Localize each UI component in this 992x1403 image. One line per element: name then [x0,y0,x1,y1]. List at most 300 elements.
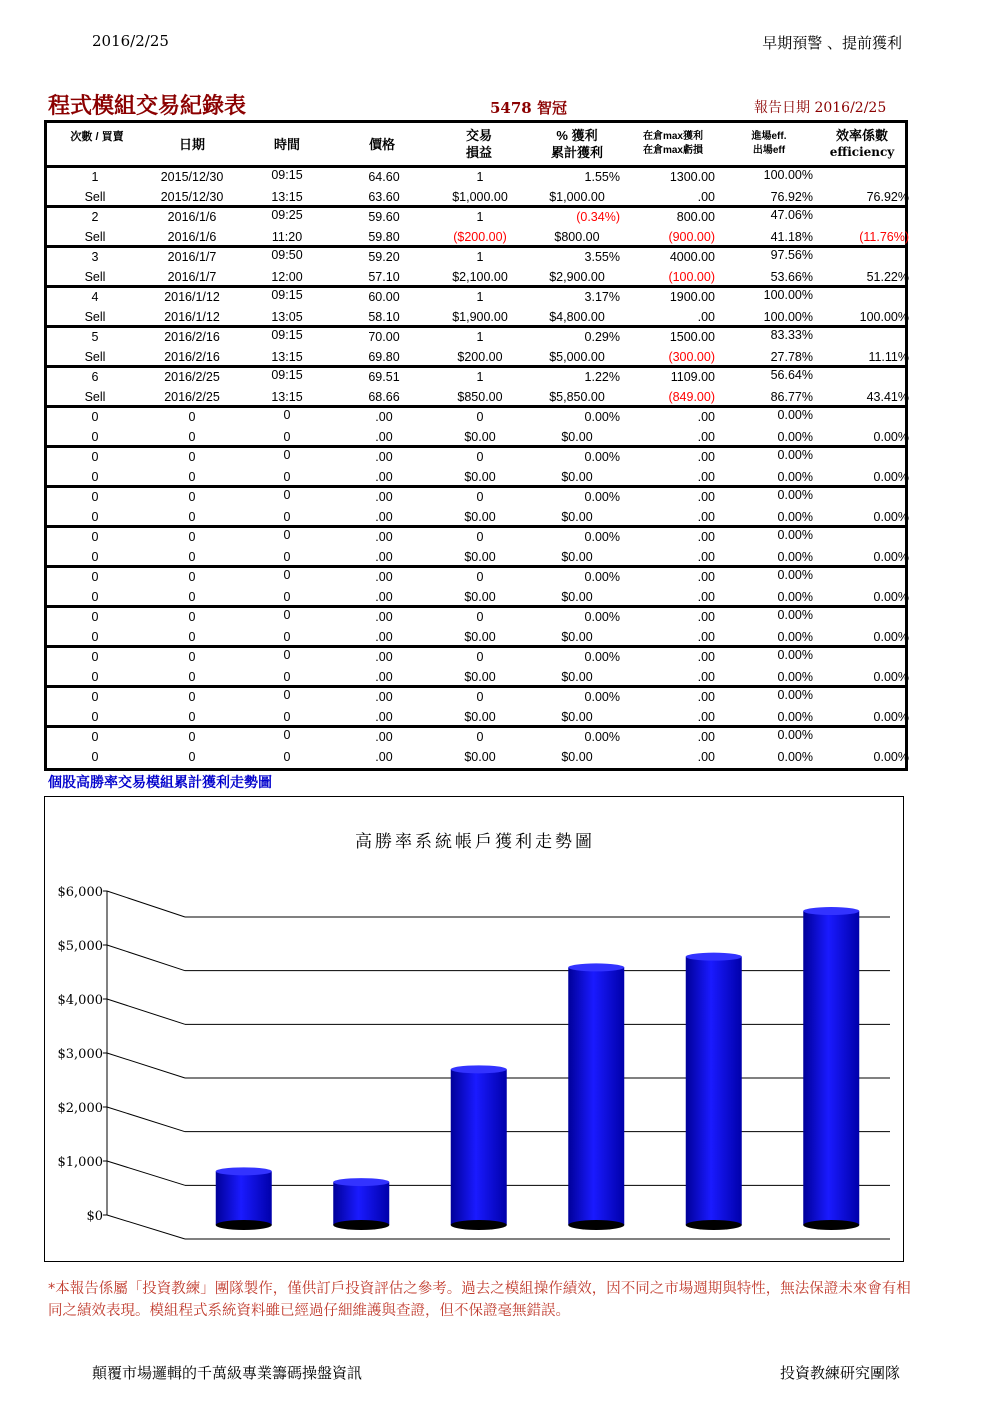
table-cell: 0 [91,590,99,604]
table-cell: 1900.00 [669,290,715,304]
trade-group [47,248,909,288]
table-cell: 4000.00 [669,250,715,264]
trade-group [47,168,909,208]
grid-diagonal [107,891,185,917]
table-cell: .00 [375,510,393,524]
col-max-line2: 在倉max虧損 [642,145,703,156]
table-cell: 0.00% [777,568,813,582]
table-cell: 0 [91,710,99,724]
table-row [47,528,905,548]
col-efficiency-line2: efficiency [829,145,895,159]
table-cell: 57.10 [368,270,400,284]
table-cell: 2 [91,210,99,224]
table-cell: 0 [188,450,196,464]
table-row [47,368,905,388]
y-tick-label: $2,000 [57,1101,103,1116]
col-time: 時間 [273,137,300,152]
col-pct [537,127,617,161]
table-cell: .00 [375,690,393,704]
col-count: 次數 / 買賣 [70,131,124,143]
table-cell: 0 [188,490,196,504]
table-cell: 0 [476,570,484,584]
table-cell: 2016/1/12 [164,290,220,304]
table-cell: 0.00% [584,450,620,464]
grid-diagonal [107,999,185,1024]
stock-name: 5478 智冠 [490,99,567,117]
table-cell: 0.00% [777,630,813,644]
table-cell: $0.00 [561,550,593,564]
table-cell: 0.00% [584,650,620,664]
table-cell: 0 [91,670,99,684]
table-cell: .00 [697,590,715,604]
table-cell: 5 [91,330,99,344]
chart-title: 高勝率系統帳戶獲利走勢圖 [355,832,595,852]
table-cell: $5,000.00 [549,350,605,364]
table-cell: 1.22% [584,370,620,384]
table-cell: 0.00% [777,448,813,462]
table-cell: $0.00 [464,750,496,764]
table-cell: 0 [283,648,291,662]
table-cell: 83.33% [770,328,813,342]
table-cell: 0.00% [584,570,620,584]
table-cell: $800.00 [554,230,600,244]
table-cell: 1.55% [584,170,620,184]
table-cell: 0 [188,510,196,524]
table-cell: 68.66 [368,390,400,404]
table-header [47,123,905,168]
table-row [47,708,909,728]
table-cell: 0 [476,450,484,464]
table-cell: 09:15 [271,328,303,342]
table-cell: 0 [188,730,196,744]
table-row [47,688,905,708]
y-tick-label: $4,000 [57,993,103,1008]
table-cell: 47.06% [770,208,813,222]
table-cell: $0.00 [464,590,496,604]
table-cell: $0.00 [561,670,593,684]
grid-diagonal [107,1215,185,1239]
table-cell: 2016/1/12 [164,310,220,324]
table-cell: 0 [283,590,291,604]
header-date: 2016/2/25 [92,32,169,50]
trade-group [47,528,909,568]
table-cell: 0 [91,430,99,444]
table-cell: 0.00% [584,610,620,624]
table-cell: 0 [283,688,291,702]
table-cell: .00 [697,630,715,644]
table-cell: 97.56% [770,248,813,262]
table-row [47,268,909,288]
y-tick-label: $1,000 [57,1155,103,1170]
table-cell: 0 [283,510,291,524]
table-cell: .00 [375,490,393,504]
table-cell: .00 [375,450,393,464]
table-cell: .00 [697,410,715,424]
table-cell: $2,100.00 [452,270,508,284]
table-cell: $0.00 [561,510,593,524]
table-cell: Sell [84,230,106,244]
table-row [47,748,909,768]
table-cell: 09:15 [271,368,303,382]
table-cell: 0 [283,630,291,644]
table-cell: .00 [697,750,715,764]
table-cell: $2,900.00 [549,270,605,284]
table-cell: 0 [283,430,291,444]
col-efficiency-line1: 效率係數 [835,128,888,143]
table-cell: 0.00% [777,510,813,524]
table-cell: 58.10 [368,310,400,324]
table-cell: Sell [84,350,106,364]
table-cell: 1 [476,290,484,304]
y-tick-label: $5,000 [57,939,103,954]
table-cell: 09:15 [271,168,303,182]
table-cell: 53.66% [770,270,813,284]
table-cell: 0.00% [777,470,813,484]
table-cell: 0 [283,670,291,684]
table-cell: 0.00% [777,648,813,662]
table-cell: 69.51 [368,370,400,384]
chart-plot [45,797,905,1263]
table-cell: 0.00% [777,590,813,604]
table-cell: 0.00% [777,488,813,502]
table-cell: 41.18% [770,230,813,244]
table-row [47,408,905,428]
table-cell: $5,850.00 [549,390,605,404]
table-cell: (0.34%) [576,210,620,224]
col-pl-line1: 交易 [465,128,492,143]
table-cell: 0.00% [873,550,909,564]
table-cell: 0 [283,448,291,462]
table-cell: Sell [84,310,106,324]
table-row [47,348,909,368]
col-pl [447,127,511,161]
table-cell: .00 [375,730,393,744]
table-cell: .00 [375,610,393,624]
table-cell: 0 [188,650,196,664]
table-cell: 0 [476,730,484,744]
table-cell: 56.64% [770,368,813,382]
table-cell: $0.00 [561,430,593,444]
table-cell: $0.00 [561,470,593,484]
table-cell: 2015/12/30 [160,190,224,204]
table-cell: 0.00% [873,630,909,644]
table-row [47,468,909,488]
table-cell: $1,900.00 [452,310,508,324]
col-max-line1: 在倉max獲利 [642,131,703,142]
table-cell: 0.00% [584,690,620,704]
table-cell: 2016/1/6 [167,230,217,244]
col-eff [743,130,795,158]
table-cell: 1 [476,330,484,344]
table-row [47,608,905,628]
footer-slogan: 顛覆市場邏輯的千萬級專業籌碼操盤資訊 [92,1364,363,1382]
table-cell: $0.00 [464,510,496,524]
trade-group [47,288,909,328]
table-cell: (849.00) [668,390,715,404]
table-cell: .00 [375,570,393,584]
table-row [47,628,909,648]
table-cell: .00 [697,310,715,324]
table-cell: 2016/2/16 [164,350,220,364]
table-cell: 1500.00 [669,330,715,344]
table-cell: .00 [375,470,393,484]
bar [216,1167,272,1230]
table-cell: 11:20 [271,230,303,244]
table-cell: 0 [188,590,196,604]
table-cell: $0.00 [464,430,496,444]
table-cell: 0.29% [584,330,620,344]
table-cell: 3 [91,250,99,264]
table-cell: 0 [188,710,196,724]
table-cell: 0.00% [777,408,813,422]
table-row [47,548,909,568]
table-cell: .00 [697,710,715,724]
table-cell: 0 [283,608,291,622]
table-row [47,568,905,588]
table-cell: 0.00% [873,510,909,524]
table-cell: 0.00% [777,710,813,724]
table-cell: 1 [91,170,99,184]
bar [333,1178,389,1230]
table-cell: 0.00% [584,490,620,504]
table-cell: (300.00) [668,350,715,364]
table-cell: $200.00 [457,350,503,364]
table-cell: 0 [91,490,99,504]
col-max [633,130,713,158]
table-cell: 0 [188,430,196,444]
table-cell: 0.00% [873,670,909,684]
trade-table [44,120,908,771]
table-cell: 27.78% [770,350,813,364]
table-cell: 0 [91,510,99,524]
table-row [47,428,909,448]
col-efficiency [817,127,907,161]
grid-diagonal [107,1107,185,1132]
disclaimer: *本報告係屬「投資教練」團隊製作，僅供訂戶投資評估之參考。過去之模組操作績效，因不同之市場週期與特性，無法保證未來會有相同之績效表現。模組程式系統資料雖已經過仔細維護與查證，但不保證毫無錯誤。 [48,1281,911,1319]
table-cell: 59.80 [368,230,400,244]
table-cell: 0.00% [777,608,813,622]
table-cell: 2016/2/25 [164,390,220,404]
table-cell: 0 [283,750,291,764]
table-cell: 0 [283,408,291,422]
col-pct-line2: 累計獲利 [550,145,603,160]
table-row [47,248,905,268]
table-cell: .00 [375,630,393,644]
table-row [47,188,909,208]
table-cell: 0.00% [777,430,813,444]
table-cell: 0.00% [777,750,813,764]
table-cell: 100.00% [763,168,813,182]
table-cell: $0.00 [464,670,496,684]
table-cell: 0 [188,550,196,564]
table-cell: 0 [283,728,291,742]
y-tick-label: $6,000 [57,885,103,900]
table-row [47,288,905,308]
table-cell: $0.00 [464,630,496,644]
table-cell: $0.00 [464,550,496,564]
col-eff-line1: 進場eff. [751,131,787,142]
table-cell: 0.00% [873,430,909,444]
table-cell: .00 [375,590,393,604]
grid-diagonal [107,1053,185,1078]
table-cell: 0 [91,410,99,424]
table-body [47,168,909,768]
col-pct-line1: % 獲利 [556,128,598,143]
table-cell: 0 [476,690,484,704]
page-title: 程式模組交易紀錄表 [48,93,247,119]
profit-chart [44,796,904,1262]
table-cell: 1 [476,210,484,224]
table-cell: 100.00% [859,310,909,324]
table-cell: .00 [697,670,715,684]
table-cell: 0.00% [777,728,813,742]
bar [686,953,742,1230]
table-cell: $0.00 [561,630,593,644]
y-tick-label: $3,000 [57,1047,103,1062]
table-cell: 0 [188,670,196,684]
table-cell: 0 [188,570,196,584]
table-cell: .00 [697,570,715,584]
table-cell: 1 [476,170,484,184]
table-cell: 43.41% [866,390,909,404]
table-cell: .00 [375,750,393,764]
table-cell: 0 [91,450,99,464]
table-cell: 60.00 [368,290,400,304]
table-cell: 0 [283,470,291,484]
table-cell: (11.76%) [859,230,909,244]
table-cell: 3.55% [584,250,620,264]
table-cell: 0 [188,630,196,644]
table-cell: 13:05 [271,310,303,324]
table-cell: 1109.00 [670,370,715,384]
header-slogan: 早期預警 、提前獲利 [762,34,902,52]
table-cell: $1,000.00 [452,190,508,204]
table-cell: 76.92% [866,190,909,204]
table-cell: 0 [91,630,99,644]
table-cell: 0 [188,690,196,704]
table-cell: .00 [697,510,715,524]
chart-caption: 個股高勝率交易模組累計獲利走勢圖 [48,775,272,791]
table-cell: 0 [283,568,291,582]
table-cell: 0 [476,410,484,424]
table-cell: .00 [697,690,715,704]
table-cell: .00 [375,710,393,724]
col-pl-line2: 損益 [465,145,492,160]
table-cell: .00 [375,550,393,564]
table-cell: .00 [375,650,393,664]
table-cell: 0 [91,690,99,704]
table-cell: 63.60 [368,190,400,204]
table-row [47,168,905,188]
table-cell: 0 [91,530,99,544]
table-cell: 2016/2/16 [164,330,220,344]
report-date: 報告日期 2016/2/25 [754,100,887,116]
table-cell: 0.00% [873,750,909,764]
table-cell: 800.00 [676,210,715,224]
footer-team: 投資教練研究團隊 [779,1364,900,1382]
table-cell: .00 [697,610,715,624]
table-cell: 59.60 [368,210,400,224]
table-cell: 0 [283,528,291,542]
table-cell: 0 [188,470,196,484]
col-eff-line2: 出場eff [752,145,786,156]
table-cell: 0 [283,488,291,502]
table-cell: 0.00% [777,670,813,684]
trade-group [47,328,909,368]
table-cell: 2016/2/25 [164,370,220,384]
table-row [47,588,909,608]
table-cell: Sell [84,270,106,284]
table-cell: $1,000.00 [549,190,605,204]
table-row [47,308,909,328]
table-cell: 0 [476,650,484,664]
table-row [47,668,909,688]
table-cell: 0 [91,650,99,664]
table-cell: $0.00 [464,710,496,724]
table-cell: 0 [91,570,99,584]
table-cell: .00 [697,650,715,664]
table-cell: 86.77% [770,390,813,404]
trade-group [47,368,909,408]
table-cell: 1 [476,250,484,264]
table-row [47,448,905,468]
col-price: 價格 [368,137,395,152]
table-cell: $850.00 [457,390,503,404]
table-cell: 64.60 [368,170,400,184]
trade-group [47,208,909,248]
table-cell: Sell [84,190,106,204]
table-cell: .00 [697,730,715,744]
table-cell: (100.00) [668,270,715,284]
trade-group [47,568,909,608]
table-cell: 0.00% [584,530,620,544]
table-cell: 12:00 [271,270,303,284]
table-cell: .00 [375,430,393,444]
table-cell: 59.20 [368,250,400,264]
table-cell: .00 [375,670,393,684]
bar [568,963,624,1230]
table-cell: 6 [91,370,99,384]
table-cell: 0.00% [873,710,909,724]
table-cell: 0 [91,470,99,484]
table-cell: .00 [697,450,715,464]
table-cell: 2016/1/7 [167,250,217,264]
table-cell: 100.00% [763,310,813,324]
table-cell: 0.00% [873,590,909,604]
table-cell: 0 [476,490,484,504]
table-cell: 0 [91,750,99,764]
table-cell: 0.00% [777,528,813,542]
y-tick-label: $0 [86,1209,103,1224]
table-cell: .00 [697,430,715,444]
trade-group [47,688,909,728]
table-cell: 76.92% [770,190,813,204]
table-cell: 0 [91,730,99,744]
table-cell: 0.00% [777,688,813,702]
table-cell: ($200.00) [453,230,507,244]
table-cell: 100.00% [763,288,813,302]
table-cell: 0 [283,550,291,564]
table-cell: 09:50 [271,248,303,262]
trade-group [47,728,909,768]
table-row [47,228,909,248]
col-date: 日期 [178,137,205,152]
trade-group [47,608,909,648]
table-row [47,728,905,748]
table-cell: 51.22% [866,270,909,284]
table-cell: .00 [375,530,393,544]
table-cell: .00 [697,470,715,484]
